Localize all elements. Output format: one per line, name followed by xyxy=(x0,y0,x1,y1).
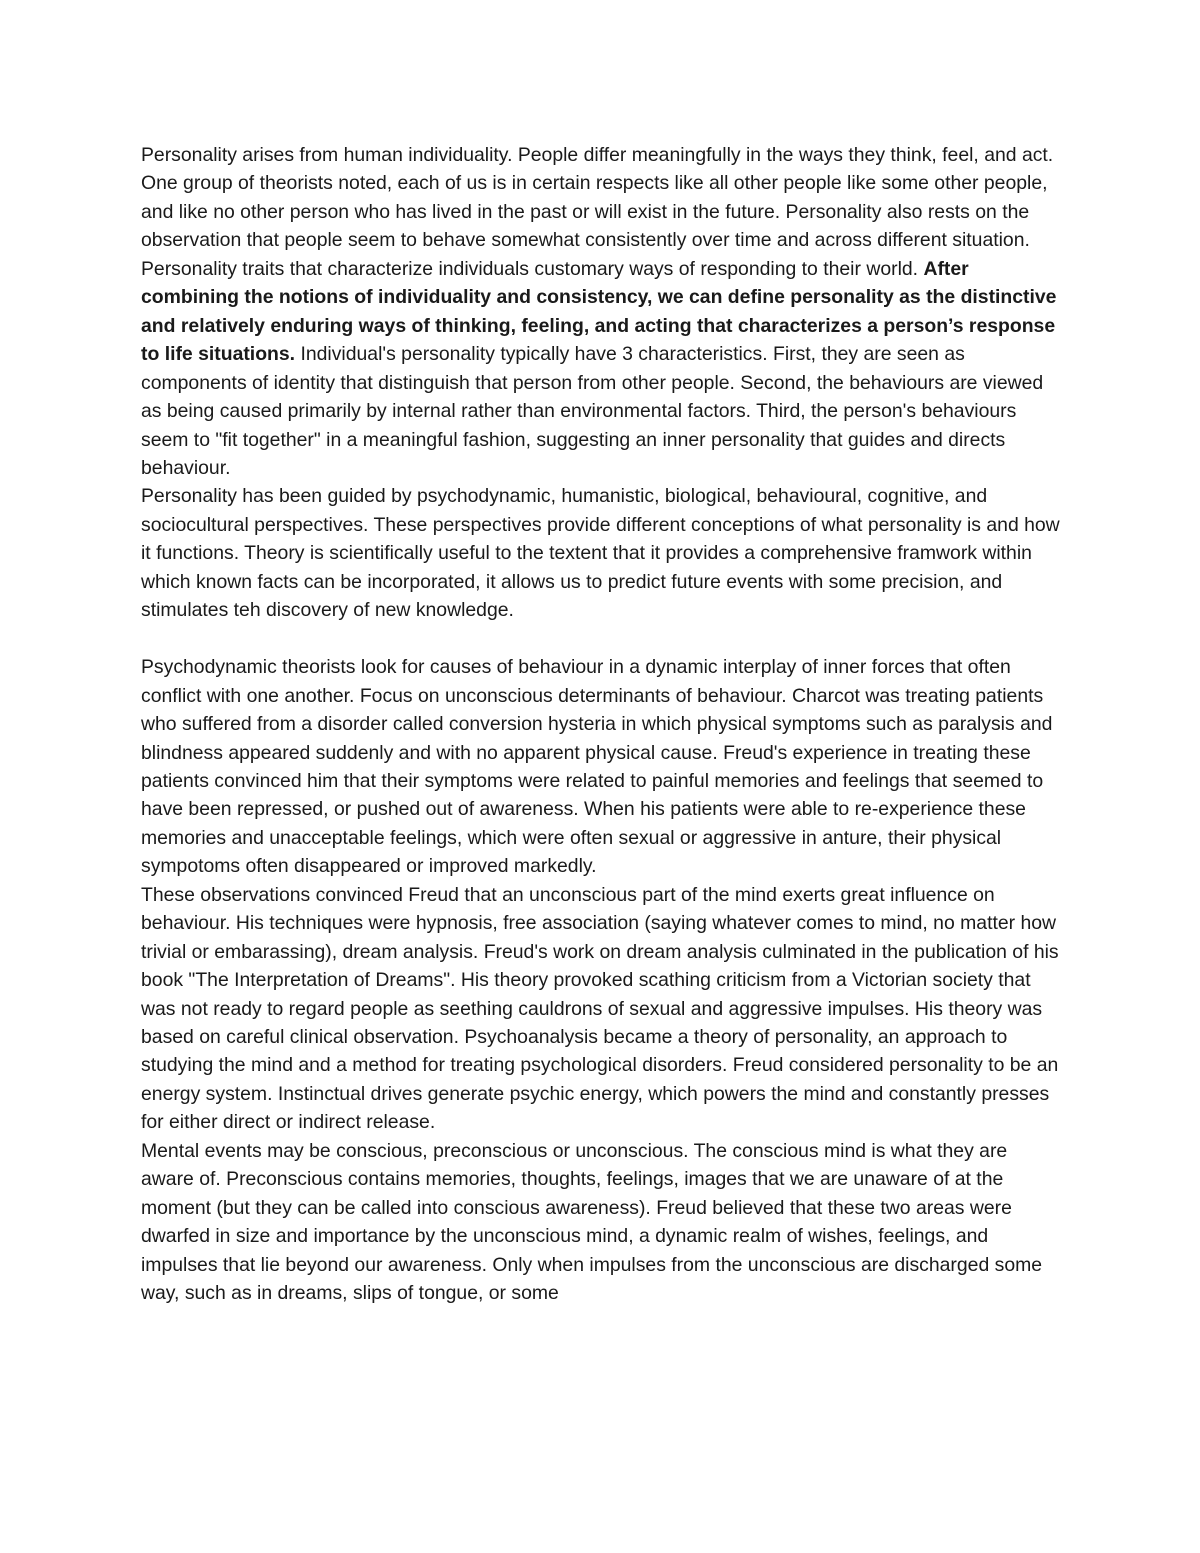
paragraph-freud-observations: These observations convinced Freud that an unconscious part of the mind exerts great influence on behaviour. His techniques were hypnosis, free association (saying whatever comes to mind, no matter how trivial or embarassing), dream analysis. Freud's work on dream analysis culminated in the publication of his book "The Interpretation of Dreams". His theory provoked scathing criticism from a Victorian society that was not ready to regard people as seething cauldrons of sexual and aggressive impulses. His theory was based on careful clinical observation. Psychoanalysis became a theory of personality, an approach to studying the mind and a method for treating psychological disorders. Freud considered personality to be an energy system. Instinctual drives generate psychic energy, which powers the mind and constantly presses for either direct or indirect release. xyxy=(141,883,1059,1134)
paragraph-text: Individual's personality typically have 3 characteristics. First, they are seen as components of identity that distinguish that person from other people. Second, the behaviours are viewed as being caused primarily by internal rather than environmental factors. Third, the person's behaviours seem to "fit together" in a meaningful fashion, suggesting an inner personality that guides and directs behaviour. xyxy=(141,343,1044,479)
paragraph-psychodynamic: Psychodynamic theorists look for causes of behaviour in a dynamic interplay of inner forces that often conflict with one another. Focus on unconscious determinants of behaviour. Charcot was treating patients who suffered from a disorder called conversion hysteria in which physical symptoms such as paralysis and blindness appeared suddenly and with no apparent physical cause. Freud's experience in treating these patients convinced him that their symptoms were related to painful memories and feelings that seemed to have been repressed, or pushed out of awareness. When his patients were able to re-experience these memories and unacceptable feelings, which were often sexual or aggressive in anture, their physical sympotoms often disappeared or improved markedly. xyxy=(141,656,1053,878)
paragraph-mental-events: Mental events may be conscious, preconscious or unconscious. The conscious mind is what they are aware of. Preconscious contains memories, thoughts, feelings, images that we are unaware of at the moment (but they can be called into conscious awareness). Freud believed that these two areas were dwarfed in size and importance by the unconscious mind, a dynamic realm of wishes, feelings, and impulses that lie beyond our awareness. Only when impulses from the unconscious are discharged some way, such as in dreams, slips of tongue, or some xyxy=(141,1139,1043,1305)
paragraph-personality-definition xyxy=(141,141,1065,482)
blank-line xyxy=(141,625,1065,653)
document-page xyxy=(141,141,1065,1308)
paragraph-perspectives: Personality has been guided by psychodynamic, humanistic, biological, behavioural, cognitive, and sociocultural perspectives. These perspectives provide different conceptions of what personality is and how it functions. Theory is scientifically useful to the textent that it provides a comprehensive framwork within which known facts can be incorporated, it allows us to predict future events with some precision, and stimulates teh discovery of new knowledge. xyxy=(141,485,1060,622)
paragraph-text: Personality arises from human individuality. People differ meaningfully in the ways they think, feel, and act. One group of theorists noted, each of us is in certain respects like all other people like some other people, and like no other person who has lived in the past or will exist in the future. Personality also rests on the observation that people seem to behave somewhat consistently over time and across different situation. Personality traits that characterize individuals customary ways of responding to their world. xyxy=(141,144,1054,280)
bold-definition-text: After combining the notions of individuality and consistency, we can define personality as the distinctive and relatively enduring ways of thinking, feeling, and acting that characterizes a person’s response to life situations. xyxy=(141,257,1057,366)
